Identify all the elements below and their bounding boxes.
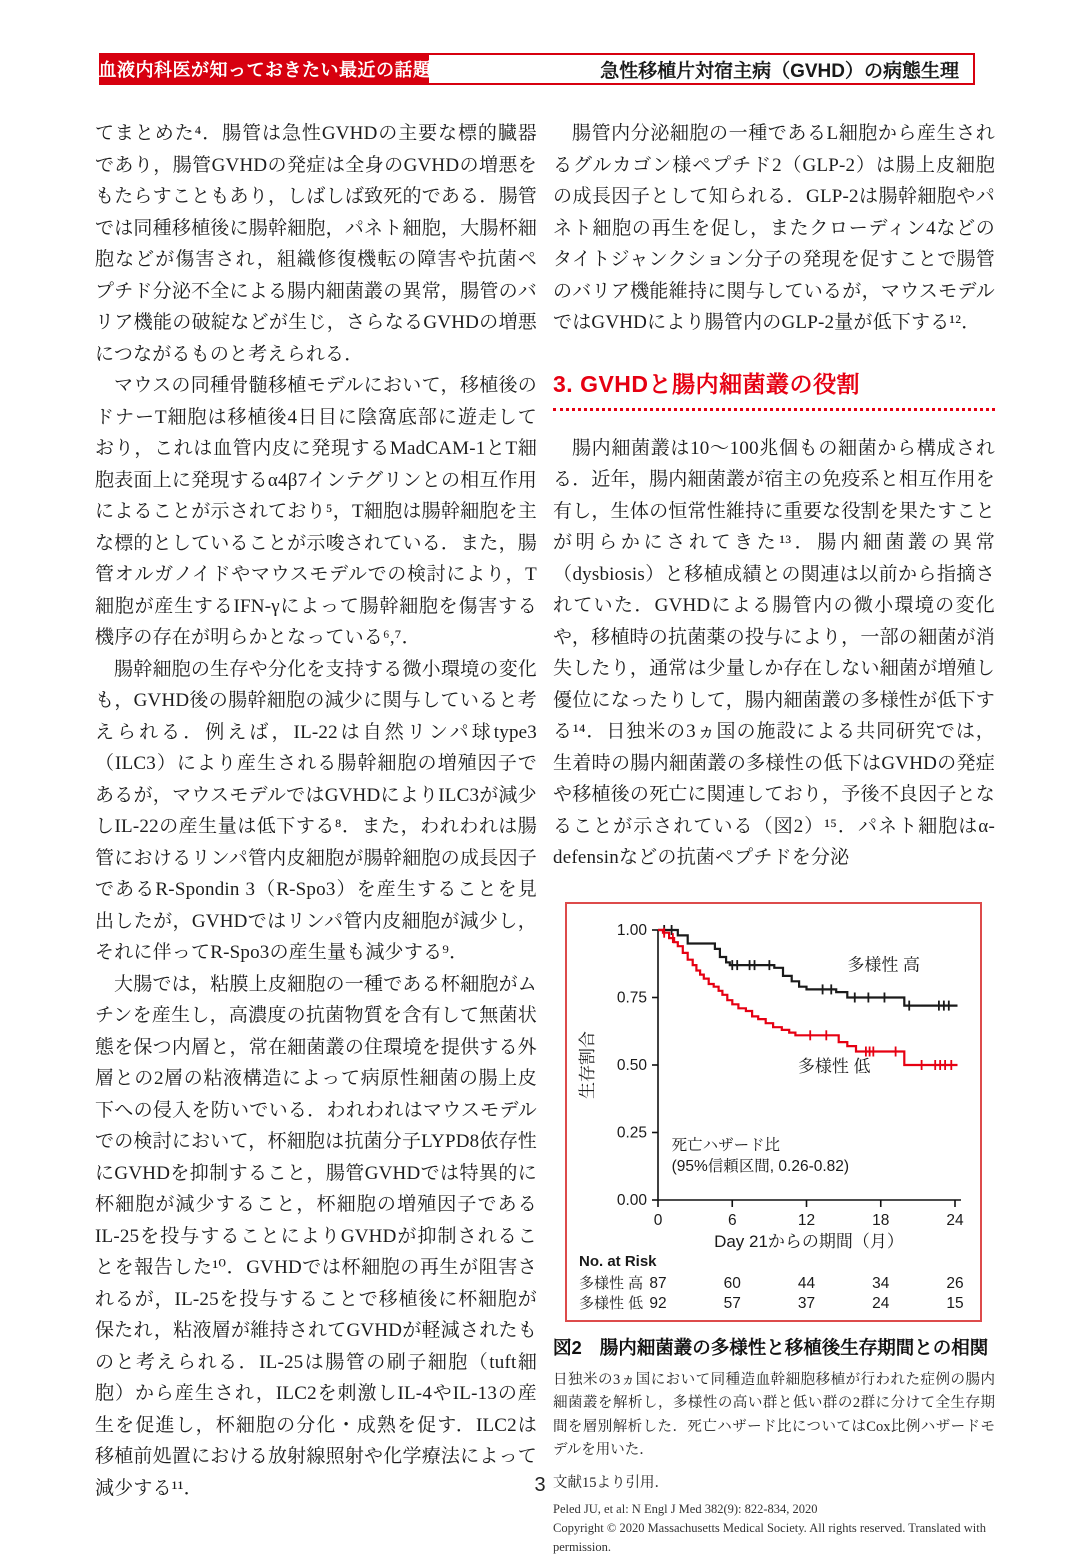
svg-text:92: 92	[649, 1294, 667, 1312]
figure-caption	[553, 1334, 995, 1557]
survival-chart-svg	[567, 904, 980, 1320]
paragraph: 大腸では，粘膜上皮細胞の一種である杯細胞がムチンを産生し，高濃度の抗菌物質を含有して無菌状態を保つ内層と，常在細菌叢の住環境を提供する外層との2層の粘液構造によって病原性細菌の腸上皮下への侵入を防いでいる．われわれはマウスモデルでの検討において，杯細胞は抗菌分子LYPD8依存性にGVHDを抑制すること，腸管GVHDでは特異的に杯細胞が減少すること，杯細胞の増殖因子であるIL-25を投与することによりGVHDが抑制されることを報告した¹⁰．GVHDでは杯細胞の再生が阻害されるが，IL-25を投与することで移植後に杯細胞が保たれ，粘液層が維持されてGVHDが軽減されたものと考えられる．IL-25は腸管の刷子細胞（tuft細胞）から産生され，ILC2を刺激しIL-4やIL-13の産生を促進し，杯細胞の分化・成熟を促す．ILC2は移植前処置における放射線照射や化学療法によって減少する¹¹．	[95, 973, 537, 1499]
caption-body: 日独米の3ヵ国において同種造血幹細胞移植が行われた症例の腸内細菌叢を解析し，多様性の高い群と低い群の2群に分けて全生存期間を層別解析した．死亡ハザード比についてはCox比例ハザードモデルを用いた．	[553, 1371, 995, 1458]
svg-text:死亡ハザード比: 死亡ハザード比	[671, 1136, 781, 1154]
svg-text:1.00: 1.00	[616, 921, 647, 939]
paragraph: てまとめた⁴．腸管は急性GVHDの主要な標的臓器であり，腸管GVHDの発症は全身のGVHDの増悪をもたらすこともあり，しばしば致死的である．腸管では同種移植後に腸幹細胞，パネト細胞，大腸杯細胞などが傷害され，組織修復機転の障害や抗菌ペプチド分泌不全による腸内細菌叢の異常，腸管のバリア機能の破綻などが生じ，さらなるGVHDの増悪につながるものと考えられる．	[95, 123, 537, 365]
svg-text:0: 0	[653, 1211, 663, 1229]
svg-text:0.00: 0.00	[616, 1191, 647, 1209]
svg-text:34: 34	[872, 1274, 890, 1292]
svg-text:18: 18	[872, 1211, 890, 1229]
svg-text:37: 37	[797, 1294, 816, 1312]
page-number: 3	[534, 1474, 546, 1496]
caption-title: 腸内細菌叢の多様性と移植後生存期間との相関	[599, 1336, 989, 1358]
svg-text:6: 6	[727, 1211, 737, 1229]
svg-text:26: 26	[946, 1274, 964, 1292]
paragraph: 腸管内分泌細胞の一種であるL細胞から産生されるグルカゴン様ペプチド2（GLP-2）は腸上皮細胞の成長因子として知られる．GLP-2は腸幹細胞やパネト細胞の再生を促し，またクローディン4などのタイトジャンクション分子の発現を促すことで腸管のバリア機能維持に関与しているが，マウスモデルではGVHDにより腸管内のGLP-2量が低下する¹²．	[553, 123, 995, 333]
caption-label: 図2	[553, 1336, 582, 1358]
caption-source: 文献15より引用．	[553, 1474, 669, 1491]
svg-text:生存割合: 生存割合	[578, 1030, 597, 1099]
figure-box	[565, 902, 982, 1322]
svg-text:多様性 低: 多様性 低	[579, 1294, 644, 1312]
caption-reference: Peled JU, et al: N Engl J Med 382(9): 822-834, 2020	[553, 1501, 818, 1516]
svg-text:Day 21からの期間（月）: Day 21からの期間（月）	[714, 1231, 904, 1251]
svg-text:24: 24	[872, 1294, 890, 1312]
right-column	[553, 118, 995, 1557]
svg-text:多様性 高: 多様性 高	[579, 1274, 644, 1292]
section-heading	[553, 366, 995, 411]
svg-text:24: 24	[946, 1211, 964, 1229]
svg-text:多様性 低: 多様性 低	[797, 1056, 871, 1076]
svg-text:44: 44	[797, 1274, 816, 1292]
svg-text:87: 87	[649, 1274, 667, 1292]
paragraph: 腸内細菌叢は10〜100兆個もの細菌から構成される．近年，腸内細菌叢が宿主の免疫系と相互作用を有し，生体の恒常性維持に重要な役割を果たすことが明らかにされてきた¹³．腸内細菌叢の異常（dysbiosis）と移植成績との関連は以前から指摘されていた．GVHDによる腸管内の微小環境の変化や，移植時の抗菌薬の投与により，一部の細菌が消失したり，通常は少量しか存在しない細菌が増殖し優位になったりして，腸内細菌叢の多様性が低下する¹⁴．日独米の3ヵ国の施設による共同研究では，生着時の腸内細菌叢の多様性の低下はGVHDの発症や移植後の死亡に関連しており，予後不良因子となることが示されている（図2）¹⁵．パネト細胞はα-defensinなどの抗菌ペプチドを分泌	[553, 437, 995, 868]
svg-text:0.50: 0.50	[616, 1056, 647, 1074]
svg-text:60: 60	[723, 1274, 741, 1292]
caption-copyright: Copyright © 2020 Massachusetts Medical Society. All rights reserved. Translated with permission.	[553, 1520, 986, 1554]
paragraph: 腸幹細胞の生存や分化を支持する微小環境の変化も，GVHD後の腸幹細胞の減少に関与していると考えられる．例えば，IL-22は自然リンパ球type3（ILC3）により産生される腸幹細胞の増殖因子であるが，マウスモデルではGVHDによりILC3が減少しIL-22の産生量は低下する⁸．また，われわれは腸管におけるリンパ管内皮細胞が腸幹細胞の成長因子であるR-Spondin 3（R-Spo3）を産生することを見出したが，GVHDではリンパ管内皮細胞が減少し，それに伴ってR-Spo3の産生量も減少する⁹．	[95, 658, 537, 963]
caption-references	[553, 1500, 995, 1557]
svg-text:(95%信頼区間, 0.26-0.82): (95%信頼区間, 0.26-0.82)	[671, 1157, 850, 1175]
section-heading-text: 3. GVHDと腸内細菌叢の役割	[553, 370, 861, 397]
svg-text:多様性 高: 多様性 高	[847, 955, 921, 974]
article-title: 急性移植片対宿主病（GVHD）の病態生理	[600, 60, 959, 82]
svg-text:15: 15	[946, 1294, 964, 1312]
left-column	[95, 118, 537, 1504]
svg-text:No. at Risk: No. at Risk	[579, 1252, 657, 1270]
svg-text:12: 12	[797, 1211, 816, 1229]
series-label: 血液内科医が知っておきたい最近の話題	[101, 55, 429, 83]
svg-text:0.25: 0.25	[616, 1124, 647, 1141]
svg-text:0.75: 0.75	[616, 989, 647, 1006]
paragraph: マウスの同種骨髄移植モデルにおいて，移植後のドナーT細胞は移植後4日目に陰窩底部に遊走しており，これは血管内皮に発現するMadCAM-1とT細胞表面上に発現するα4β7インテグリンとの相互作用によることが示されており⁵，T細胞は腸幹細胞を主な標的としていることが示唆されている．また，腸管オルガノイドやマウスモデルでの検討により，T細胞が産生するIFN-γによって腸幹細胞を傷害する機序の存在が明らかとなっている⁶,⁷．	[95, 375, 537, 648]
caption-title-row	[553, 1334, 995, 1360]
page-header	[99, 53, 975, 85]
svg-text:57: 57	[723, 1294, 741, 1312]
